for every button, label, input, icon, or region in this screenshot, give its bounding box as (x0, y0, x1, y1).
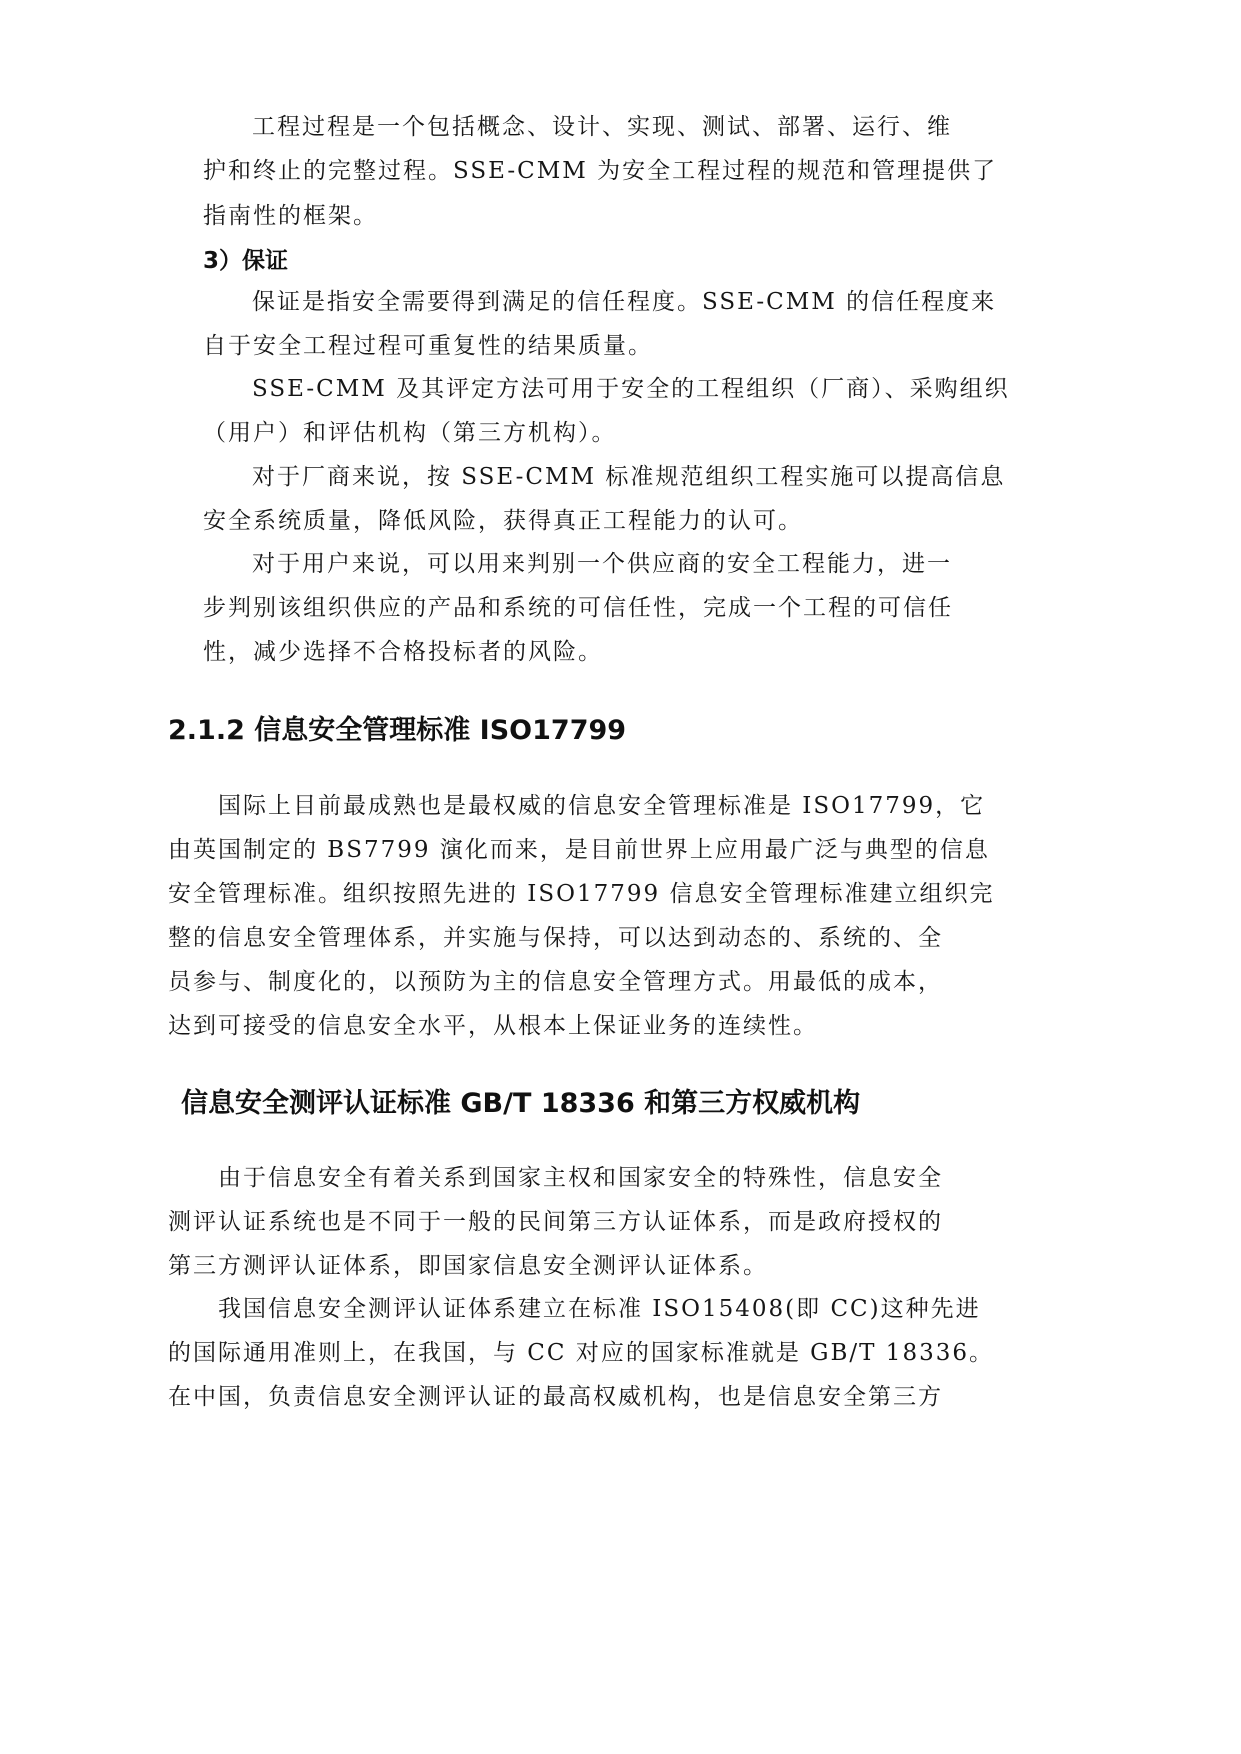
section2-p3-line-1: 在中国，负责信息安全测评认证的最高权威机构，也是信息安全第三方 (168, 1384, 943, 1410)
upper-p1-line-2: 护和终止的完整过程。SSE-CMM 为安全工程过程的规范和管理提供了 (203, 158, 998, 184)
upper-p3-line-2: （用户）和评估机构（第三方机构）。 (203, 420, 617, 446)
section2-p1-line-1: 由于信息安全有着关系到国家主权和国家安全的特殊性，信息安全 (218, 1165, 943, 1191)
section2-p1-line-2: 测评认证系统也是不同于一般的民间第三方认证体系，而是政府授权的 (168, 1209, 943, 1235)
upper-p4-line-1: 对于厂商来说，按 SSE-CMM 标准规范组织工程实施可以提高信息 (252, 464, 1006, 490)
upper-p4-line-2: 安全系统质量，降低风险，获得真正工程能力的认可。 (203, 508, 803, 534)
upper-p1-line-3: 指南性的框架。 (203, 203, 378, 229)
section1-p1-line-6: 达到可接受的信息安全水平，从根本上保证业务的连续性。 (168, 1013, 818, 1039)
section-heading-iso17799: 2.1.2 信息安全管理标准 ISO17799 (168, 715, 627, 746)
upper-p5-line-2: 步判别该组织供应的产品和系统的可信任性，完成一个工程的可信任 (203, 595, 953, 621)
upper-p2-line-1: 保证是指安全需要得到满足的信任程度。SSE-CMM 的信任程度来 (252, 289, 997, 315)
upper-p3-line-1: SSE-CMM 及其评定方法可用于安全的工程组织（厂商）、采购组织 (252, 376, 1010, 402)
section2-p1-line-3: 第三方测评认证体系，即国家信息安全测评认证体系。 (168, 1253, 768, 1279)
section1-p1-line-4: 整的信息安全管理体系，并实施与保持，可以达到动态的、系统的、全 (168, 925, 943, 951)
upper-p5-line-3: 性，减少选择不合格投标者的风险。 (203, 639, 603, 665)
upper-p1-line-1: 工程过程是一个包括概念、设计、实现、测试、部署、运行、维 (252, 114, 952, 140)
section2-p2-line-2: 的国际通用准则上，在我国，与 CC 对应的国家标准就是 GB/T 18336。 (168, 1340, 994, 1366)
upper-p2-line-2: 自于安全工程过程可重复性的结果质量。 (203, 333, 653, 359)
section-heading-gbt18336: 信息安全测评认证标准 GB/T 18336 和第三方权威机构 (181, 1088, 861, 1119)
section1-p1-line-2: 由英国制定的 BS7799 演化而来，是目前世界上应用最广泛与典型的信息 (168, 837, 990, 863)
section1-p1-line-1: 国际上目前最成熟也是最权威的信息安全管理标准是 ISO17799，它 (218, 793, 986, 819)
section2-p2-line-1: 我国信息安全测评认证体系建立在标准 ISO15408(即 CC)这种先进 (218, 1296, 981, 1322)
upper-p5-line-1: 对于用户来说，可以用来判别一个供应商的安全工程能力，进一 (252, 551, 952, 577)
section1-p1-line-5: 员参与、制度化的，以预防为主的信息安全管理方式。用最低的成本， (168, 969, 943, 995)
sub-heading-assurance: 3）保证 (203, 248, 289, 274)
section1-p1-line-3: 安全管理标准。组织按照先进的 ISO17799 信息安全管理标准建立组织完 (168, 881, 995, 907)
